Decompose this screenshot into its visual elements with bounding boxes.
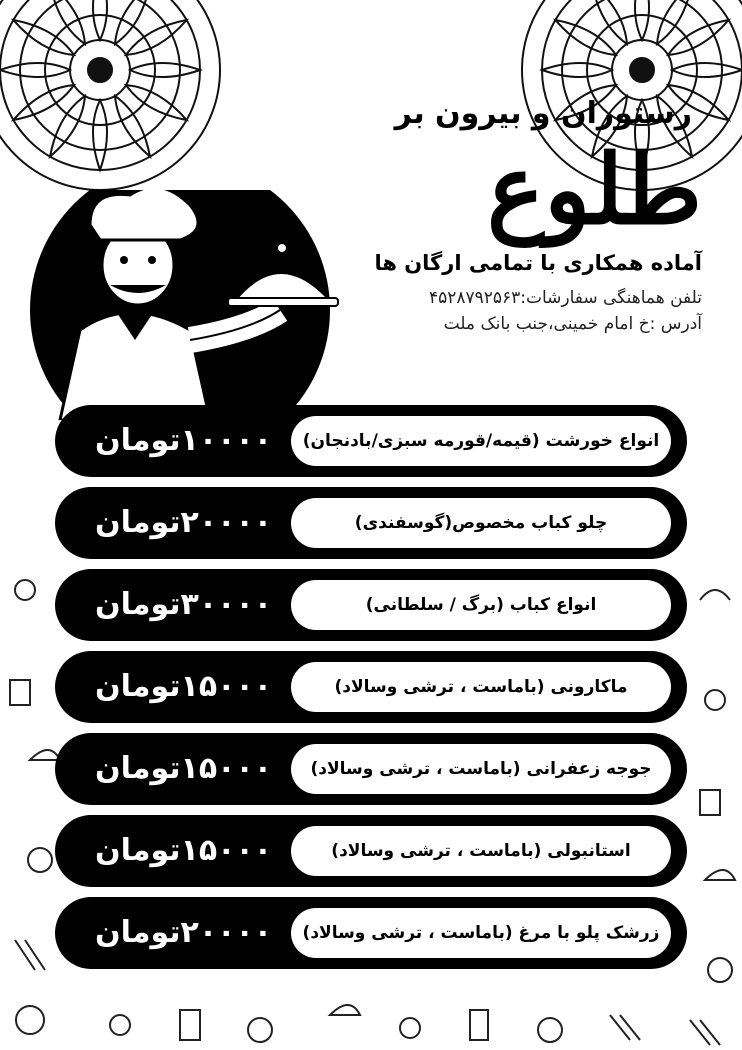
menu-item-name: جوجه زعفرانی (باماست ، ترشی وسالاد): [310, 759, 652, 779]
menu-item: [55, 733, 687, 805]
menu-item-price: ۱۵۰۰۰تومان: [95, 751, 273, 786]
menu-item-price: ۲۰۰۰۰تومان: [95, 915, 273, 950]
menu-item: [55, 569, 687, 641]
restaurant-name: طلوع: [486, 133, 702, 246]
menu-item-name: زرشک پلو با مرغ (باماست ، ترشی وسالاد): [302, 923, 660, 943]
menu-list: [55, 405, 687, 979]
menu-item-name: استانبولی (باماست ، ترشی وسالاد): [331, 841, 631, 861]
menu-item-price: ۲۰۰۰۰تومان: [95, 505, 273, 540]
menu-item-name: انواع کباب (برگ / سلطانی): [365, 595, 597, 615]
menu-item: [55, 897, 687, 969]
menu-item-price: ۳۰۰۰۰تومان: [95, 587, 273, 622]
menu-item-name: چلو کباب مخصوص(گوسفندی): [354, 513, 608, 533]
chef-illustration: [20, 190, 340, 420]
menu-item: [55, 651, 687, 723]
address-text: آدرس :خ امام خمینی،جنب بانک ملت: [443, 314, 702, 334]
menu-item-price: ۱۵۰۰۰تومان: [95, 833, 273, 868]
menu-item-price: ۱۰۰۰۰تومان: [95, 423, 273, 458]
menu-item: [55, 815, 687, 887]
restaurant-header: [342, 96, 702, 337]
restaurant-slogan: آماده همکاری با تمامی ارگان ها: [374, 251, 702, 275]
menu-item: [55, 487, 687, 559]
menu-item-price: ۱۵۰۰۰تومان: [95, 669, 273, 704]
menu-item: [55, 405, 687, 477]
menu-item-name: ماکارونی (باماست ، ترشی وسالاد): [334, 677, 628, 697]
phone-text: تلفن هماهنگی سفارشات:۴۵۲۸۷۹۲۵۶۳: [428, 288, 702, 308]
restaurant-subtitle: رستوران و بیرون بر: [394, 96, 692, 131]
menu-item-name: انواع خورشت (قیمه/قورمه سبزی/بادنجان): [302, 431, 660, 451]
mandala-ornament-left: [0, 0, 240, 200]
